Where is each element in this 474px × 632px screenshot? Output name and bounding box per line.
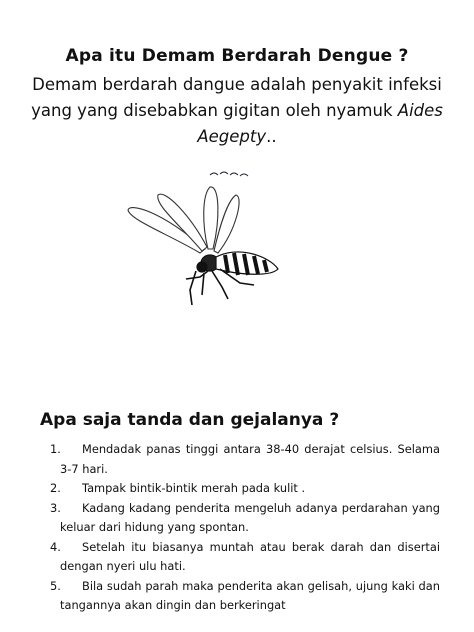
list-number: 3. <box>50 500 61 515</box>
list-text: Tampak bintik-bintik merah pada kulit . <box>82 481 306 495</box>
motion-lines-icon <box>210 172 248 176</box>
intro-paragraph <box>30 72 444 150</box>
mosquito-icon <box>110 165 300 305</box>
mosquito-species: Aides Aegepty <box>197 101 443 146</box>
list-text: Mendadak panas tinggi antara 38-40 derajat celsius. Selama 3-7 hari. <box>60 442 440 476</box>
list-number: 4. <box>50 539 61 554</box>
list-item <box>40 479 440 499</box>
list-number: 2. <box>50 481 61 495</box>
list-number: 1. <box>50 442 61 456</box>
list-item <box>40 440 440 479</box>
list-text: Kadang kadang penderita mengeluh adanya perdarahan yang keluar dari hidung yang spontan. <box>60 500 440 534</box>
list-item <box>40 538 440 577</box>
list-number: 5. <box>50 578 61 593</box>
list-text: Bila sudah parah maka penderita akan gelisah, ujung kaki dan tangannya akan dingin dan berkeringat <box>60 578 440 612</box>
list-item <box>40 499 440 538</box>
list-item <box>40 577 440 616</box>
list-text: Setelah itu biasanya muntah atau berak darah dan disertai dengan nyeri ulu hati. <box>60 539 440 573</box>
section-title: Apa saja tanda dan gejalanya ? <box>40 410 340 430</box>
symptom-list <box>40 440 440 616</box>
intro-suffix: .. <box>266 127 277 146</box>
intro-text: Demam berdarah dangue adalah penyakit infeksi yang yang disebabkan gigitan oleh nyamuk <box>31 75 442 120</box>
page-title: Apa itu Demam Berdarah Dengue ? <box>65 46 409 66</box>
